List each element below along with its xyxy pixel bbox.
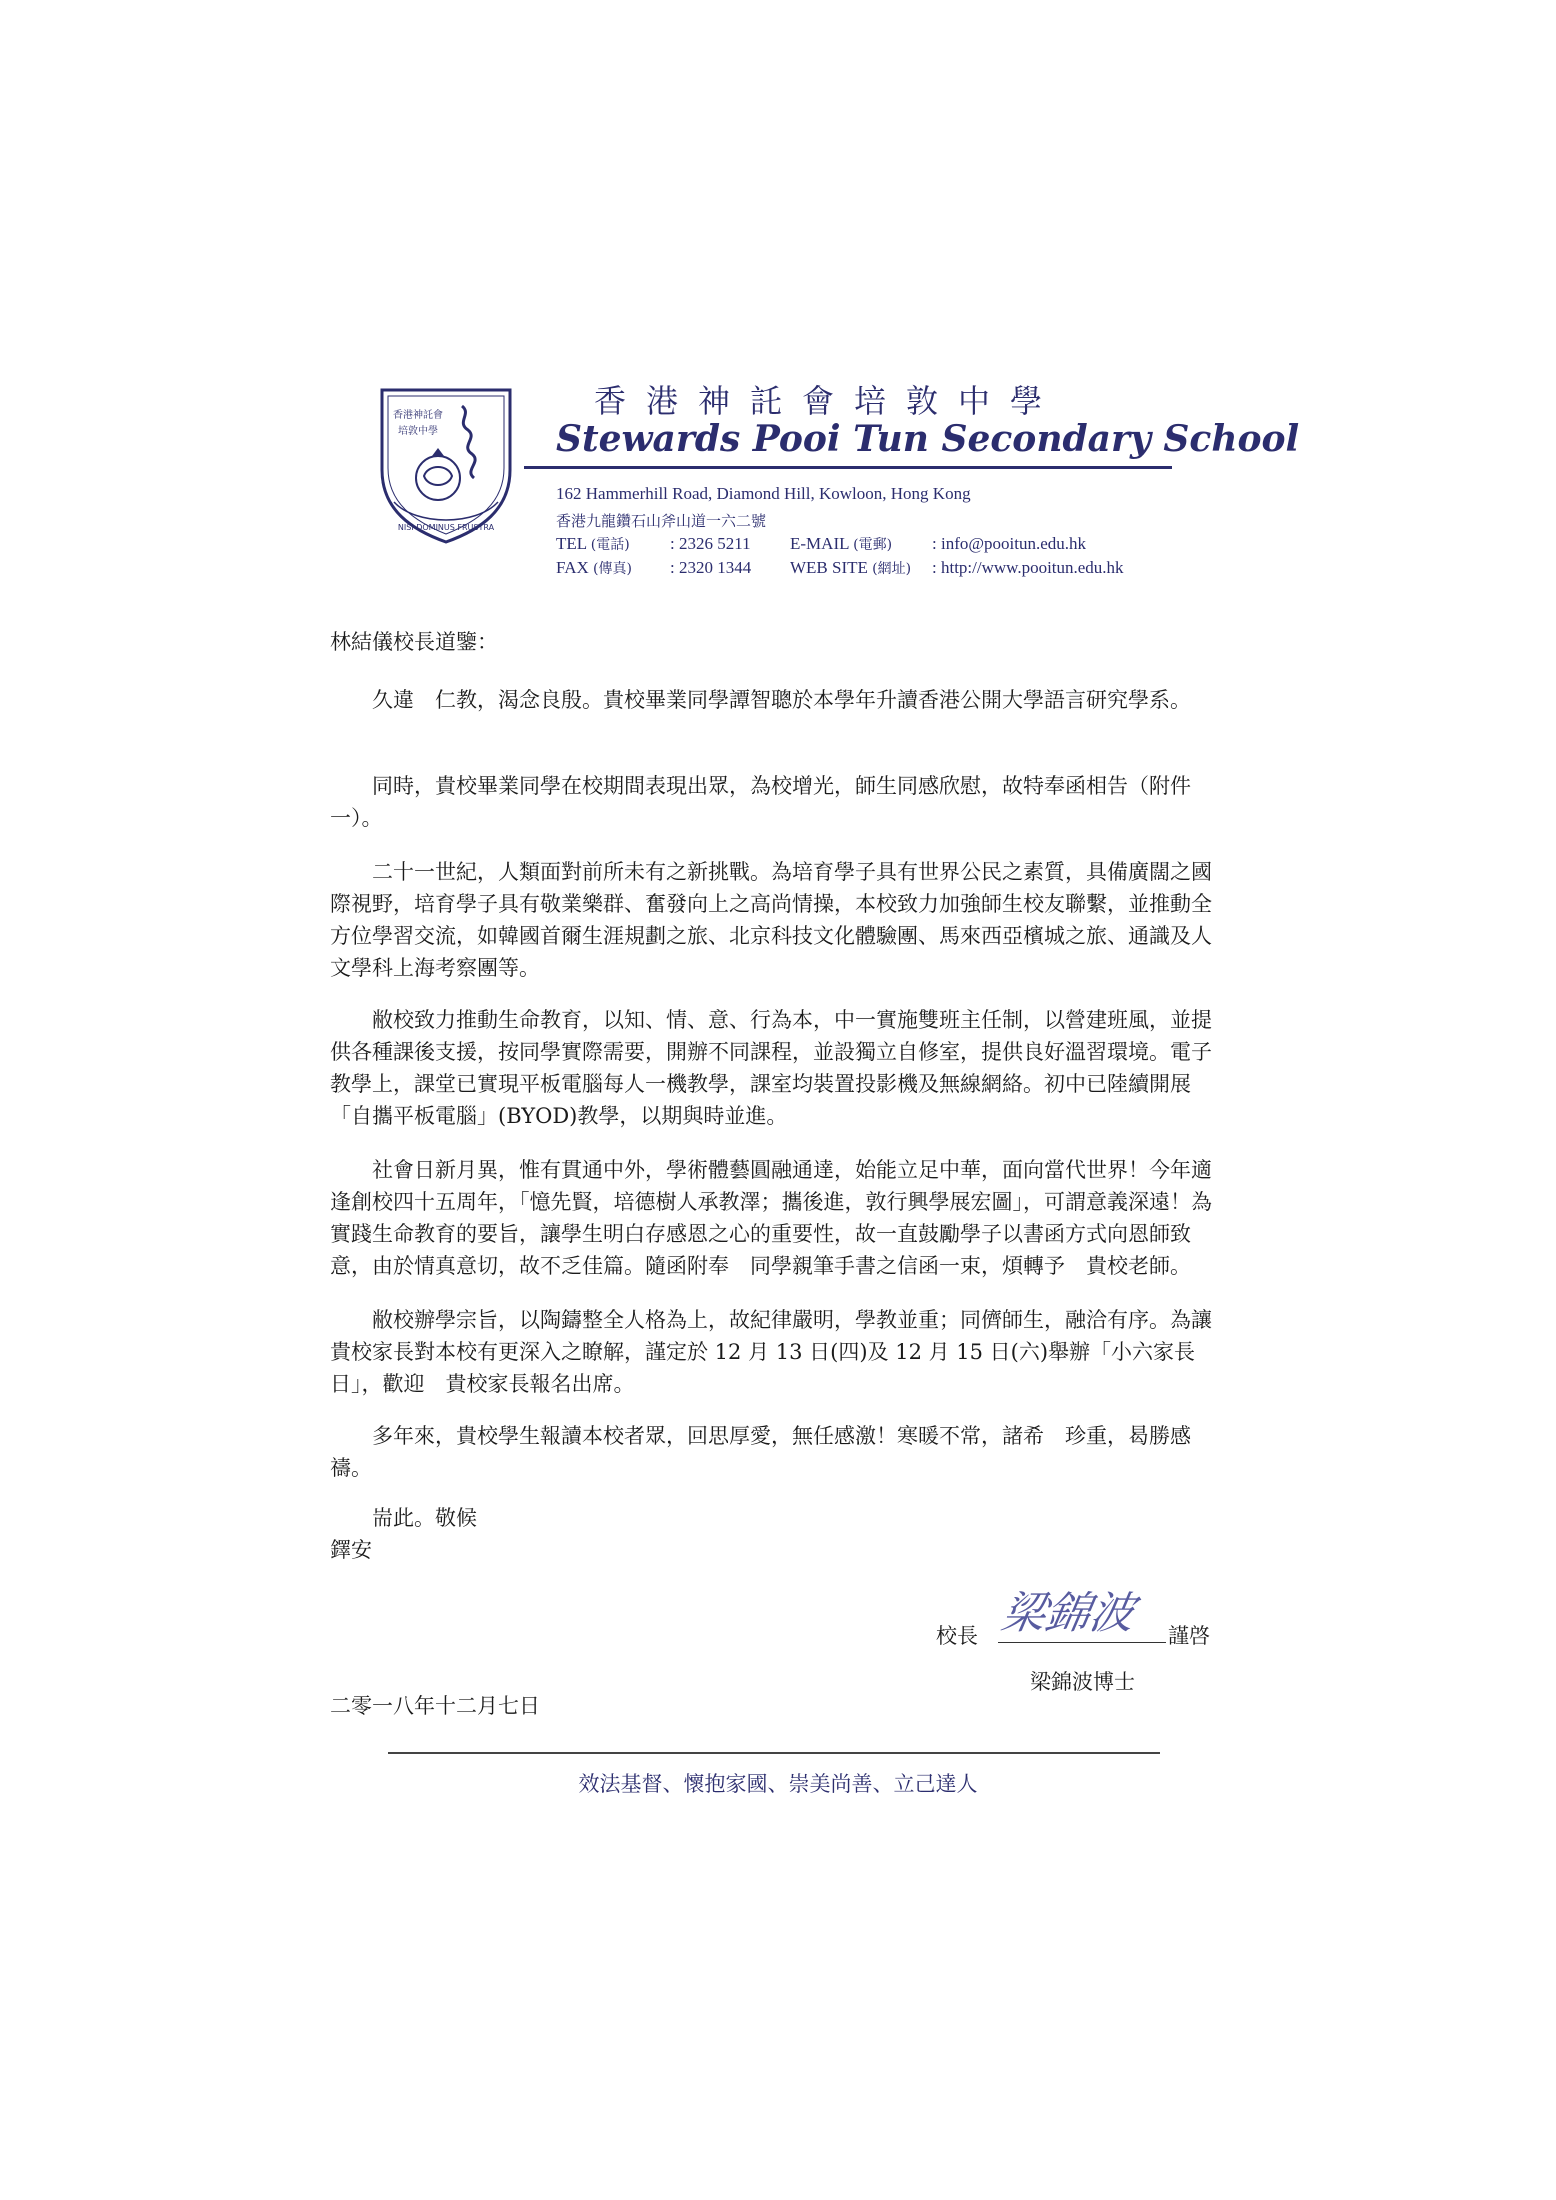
- tel-value: : 2326 5211: [670, 534, 751, 553]
- closing-blessing: 鐸安: [330, 1538, 372, 1562]
- paragraph-2: 同時，貴校畢業同學在校期間表現出眾，為校增光，師生同感欣慰，故特奉函相告（附件一）。: [330, 774, 1191, 830]
- salutation: 林結儀校長道鑒：: [330, 630, 498, 654]
- address-chinese: 香港九龍鑽石山斧山道一六二號: [556, 512, 767, 530]
- crest-text-top-2: 培敦中學: [398, 426, 438, 437]
- closing-phrase: 耑此。敬候: [372, 1506, 477, 1530]
- letterhead-divider: [524, 466, 1172, 469]
- tel-label: [556, 534, 630, 554]
- paragraph-4: 敝校致力推動生命教育，以知、情、意、行為本，中一實施雙班主任制，以營建班風，並提供各種課後支援，按同學實際需要，開辦不同課程，並設獨立自修室，提供良好溫習環境。電子教學上，課堂已實現平板電腦每人一機教學，課室均裝置投影機及無線網絡。初中已陸續開展「自攜平板電腦」(BYOD)教學，以期與時並進。: [330, 1008, 1212, 1128]
- web-label: [790, 558, 911, 578]
- email-label-en: E-MAIL: [790, 534, 849, 553]
- fax-label: [556, 558, 632, 578]
- web-label-en: WEB SITE: [790, 558, 868, 577]
- signature-line: [998, 1642, 1166, 1643]
- web-value: : http://www.pooitun.edu.hk: [932, 558, 1124, 577]
- email-label: [790, 534, 892, 554]
- fax-value: : 2320 1344: [670, 558, 752, 577]
- address-english: 162 Hammerhill Road, Diamond Hill, Kowloon, Hong Kong: [556, 484, 971, 503]
- paragraph-5: 社會日新月異，惟有貫通中外，學術體藝圓融通達，始能立足中華，面向當代世界！今年適逢創校四十五周年，「憶先賢，培德樹人承教澤；攜後進，敦行興學展宏圖」，可謂意義深遠！為實踐生命教育的要旨，讓學生明白存感恩之心的重要性，故一直鼓勵學子以書函方式向恩師致意，由於情真意切，故不乏佳篇。隨函附奉 同學親筆手書之信函一束，煩轉予 貴校老師。: [330, 1158, 1212, 1278]
- crest-text-top-1: 香港神託會: [393, 410, 443, 421]
- crest-motto: NISI DOMINUS FRUSTRA: [397, 523, 495, 532]
- school-motto: 效法基督、懷抱家國、崇美尚善、立己達人: [578, 1772, 978, 1796]
- signoff-title: 校長: [936, 1624, 978, 1648]
- footer-divider: [388, 1752, 1160, 1754]
- paragraph-7: 多年來，貴校學生報讀本校者眾，回思厚愛，無任感激！寒暖不常，諸希 珍重，曷勝感禱。: [330, 1424, 1191, 1480]
- paragraph-3: 二十一世紀，人類面對前所未有之新挑戰。為培育學子具有世界公民之素質，具備廣闊之國際視野，培育學子具有敬業樂群、奮發向上之高尚情操，本校致力加強師生校友聯繫，並推動全方位學習交流，如韓國首爾生涯規劃之旅、北京科技文化體驗團、馬來西亞檳城之旅、通識及人文學科上海考察團等。: [330, 860, 1212, 980]
- fax-label-en: FAX: [556, 558, 589, 577]
- email-label-zh: (電郵): [853, 537, 893, 553]
- signature-text: 梁錦波: [998, 1588, 1139, 1639]
- school-name-chinese: 香港神託會培敦中學: [594, 382, 1063, 420]
- tel-label-en: TEL: [556, 534, 587, 553]
- school-crest-logo: [376, 384, 516, 546]
- school-name-english: Stewards Pooi Tun Secondary School: [556, 418, 1300, 460]
- web-label-zh: (網址): [872, 561, 912, 577]
- fax-label-zh: (傳真): [593, 561, 632, 577]
- signoff-closing: 謹啓: [1168, 1624, 1210, 1648]
- handwritten-signature: [998, 1580, 1166, 1640]
- letter-date: 二零一八年十二月七日: [330, 1694, 540, 1718]
- email-value: : info@pooitun.edu.hk: [932, 534, 1087, 553]
- signer-name: 梁錦波博士: [1030, 1670, 1135, 1694]
- tel-label-zh: (電話): [590, 537, 630, 553]
- paragraph-6: 敝校辦學宗旨，以陶鑄整全人格為上，故紀律嚴明，學教並重；同儕師生，融洽有序。為讓 貴校家長對本校有更深入之瞭解，謹定於 12 月 13 日(四)及 12 月 15 日(六)舉辦「小六家長日」，歡迎 貴校家長報名出席。: [330, 1308, 1233, 1396]
- paragraph-1: 久違 仁教，渴念良殷。貴校畢業同學譚智聰於本學年升讀香港公開大學語言研究學系。: [372, 688, 1191, 712]
